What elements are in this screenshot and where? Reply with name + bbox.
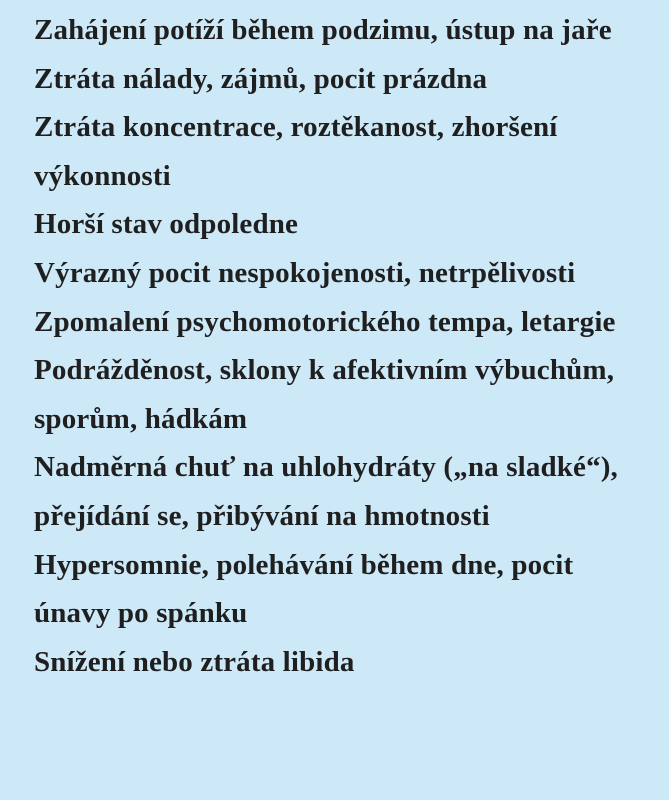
- symptom-item: Horší stav odpoledne: [34, 208, 299, 241]
- symptom-item: Výrazný pocit nespokojenosti, netrpělivosti: [34, 256, 576, 289]
- symptom-item: Ztráta nálady, zájmů, pocit prázdna: [34, 62, 488, 95]
- symptom-item: Zahájení potíží během podzimu, ústup na jaře: [34, 14, 612, 46]
- symptom-item: Snížení nebo ztráta libida: [34, 645, 355, 678]
- symptom-item: Nadměrná chuť na uhlohydráty („na sladké“), přejídání se, přibývání na hmotnosti: [34, 451, 618, 532]
- symptom-item: Podrážděnost, sklony k afektivním výbuchům, sporům, hádkám: [34, 354, 615, 435]
- symptom-item: Ztráta koncentrace, roztěkanost, zhoršení výkonnosti: [34, 111, 558, 192]
- symptom-item: Hypersomnie, polehávání během dne, pocit únavy po spánku: [34, 548, 574, 630]
- symptom-list: [34, 6, 649, 686]
- symptom-item: Zpomalení psychomotorického tempa, letargie: [34, 305, 616, 338]
